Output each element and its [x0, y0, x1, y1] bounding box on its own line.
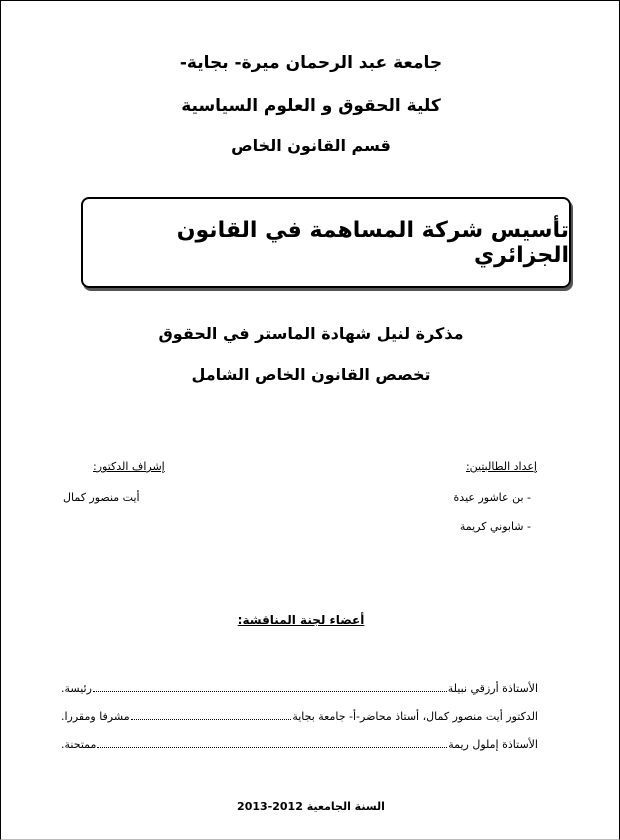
dotted-leader — [93, 691, 447, 692]
university-name: جامعة عبد الرحمان ميرة- بجاية- — [179, 53, 443, 73]
committee-member-name: الأستاذة إملول ريمة — [448, 738, 538, 751]
student-name: - بن عاشور عيدة — [453, 491, 531, 504]
supervisor-name: أيت منصور كمال — [63, 491, 140, 504]
degree-line: مذكرة لنيل شهادة الماستر في الحقوق — [158, 324, 464, 343]
prepared-by-label: إعداد الطالبتين: — [465, 460, 537, 473]
faculty-name: كلية الحقوق و العلوم السياسية — [181, 96, 441, 116]
committee-member-role: رئيسة. — [61, 682, 92, 695]
student-name: - شابوني كريمة — [459, 520, 531, 533]
committee-member-row — [61, 707, 538, 723]
thesis-title: تأسيس شركة المساهمة في القانون الجزائري — [176, 217, 569, 268]
dotted-leader — [131, 719, 292, 720]
committee-member-role: مشرفا ومقررا. — [61, 710, 130, 723]
committee-label: أعضاء لجنة المناقشة: — [237, 613, 365, 627]
specialty-line: تخصص القانون الخاص الشامل — [191, 365, 431, 384]
committee-member-name: الأستاذة أرزقي نبيلة — [447, 682, 538, 695]
supervisor-label: إشراف الدكتور: — [93, 460, 165, 473]
department-name: قسم القانون الخاص — [231, 136, 391, 155]
title-box — [81, 197, 571, 288]
academic-year: السنة الجامعية 2012-2013 — [237, 800, 385, 813]
committee-member-name: الدكتور أيت منصور كمال، أستاذ محاضر-أ- جامعة بجاية — [292, 710, 538, 723]
committee-member-row — [61, 735, 538, 751]
committee-member-row — [61, 679, 538, 695]
committee-member-role: ممتحنة. — [61, 738, 97, 751]
dotted-leader — [97, 747, 447, 748]
